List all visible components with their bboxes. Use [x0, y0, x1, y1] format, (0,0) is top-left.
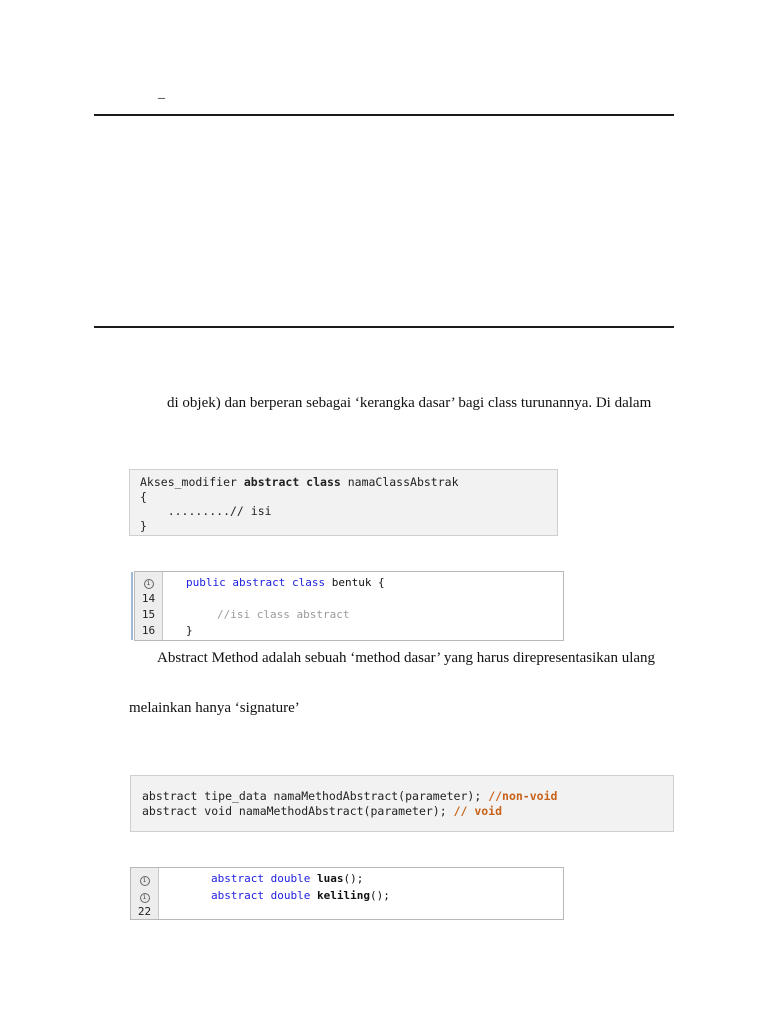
top-divider: [94, 114, 674, 116]
override-marker-icon: i: [131, 889, 158, 903]
override-marker-icon: i: [135, 575, 162, 589]
code-line: public abstract class bentuk {: [186, 576, 385, 589]
override-marker-icon: i: [131, 872, 158, 886]
paragraph-abstract-class: di objek) dan berperan sebagai ‘kerangka dasar’ bagi class turunannya. Di dalam: [167, 395, 652, 411]
code-line: }: [186, 624, 193, 637]
code-line: abstract double keliling();: [211, 889, 390, 902]
code-block-abstract-method-syntax: [130, 775, 674, 832]
paragraph-abstract-method: Abstract Method adalah sebuah ‘method dasar’ yang harus direpresentasikan ulang: [157, 650, 656, 666]
paragraph-signature: melainkan hanya ‘signature’: [129, 700, 300, 716]
code-block-abstract-class-syntax: [129, 469, 558, 536]
line-number: 16: [141, 624, 156, 637]
code-line: abstract tipe_data namaMethodAbstract(parameter); //non-void: [142, 789, 558, 803]
ide-snippet-abstract-class: [134, 571, 564, 641]
line-number: 22: [137, 905, 152, 918]
ide-snippet-abstract-methods: [130, 867, 564, 920]
code-line: Akses_modifier abstract class namaClassAbstrak: [140, 475, 459, 489]
code-line: abstract void namaMethodAbstract(parameter); // void: [142, 803, 503, 818]
code-line: {: [140, 489, 147, 504]
code-line: }: [140, 518, 147, 533]
code-line: abstract double luas();: [211, 872, 364, 885]
line-number: 15: [141, 608, 156, 621]
gutter-accent: [131, 572, 133, 640]
line-number: 14: [141, 592, 156, 605]
header-dash: _: [158, 86, 165, 101]
code-line: .........// isi: [140, 504, 272, 518]
code-comment: //isi class abstract: [217, 608, 350, 621]
bottom-divider: [94, 326, 674, 328]
